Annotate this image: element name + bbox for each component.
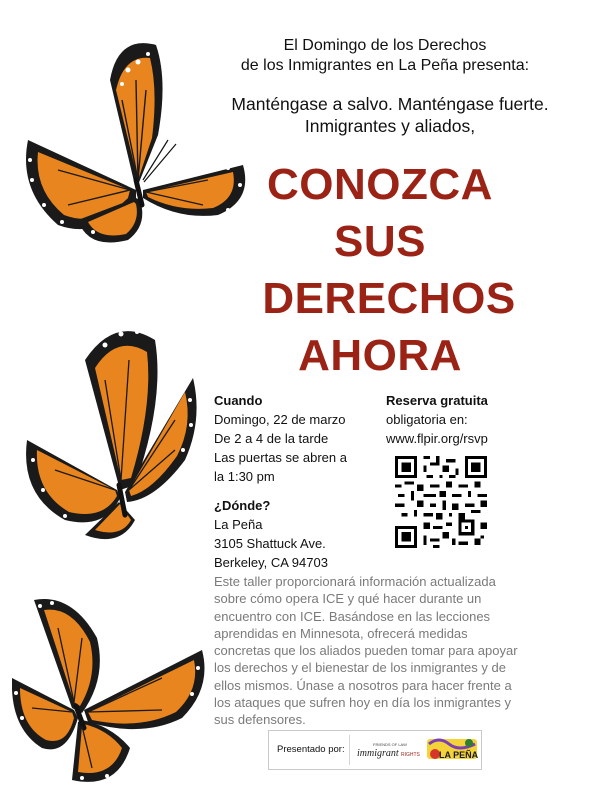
when-label: Cuando [214,393,263,408]
svg-text:LA PEÑA: LA PEÑA [439,750,479,760]
la-pena-logo [425,734,479,766]
svg-text:immigrant: immigrant [357,748,399,759]
when-date: Domingo, 22 de marzo [214,412,346,427]
monarch-butterfly-middle [25,320,200,545]
intro-line-2: de los Inmigrantes en La Peña presenta: [240,57,530,74]
tagline-line-2: Inmigrantes y aliados, [304,116,476,136]
when-doors-1: Las puertas se abren a [214,450,347,465]
where-street: 3105 Shattuck Ave. [214,536,326,551]
qr-code-icon[interactable] [395,456,487,548]
headline-line-2: SUS [334,217,426,266]
when-doors-2: la 1:30 pm [214,469,275,484]
presented-by-label: Presentado por: [277,744,345,755]
tagline [170,93,610,137]
where-venue: La Peña [214,517,263,532]
event-when [214,391,374,486]
monarch-butterfly-bottom [12,598,212,788]
presenters-divider [349,735,350,765]
intro-heading [200,36,570,76]
presenters-box [268,730,482,770]
immigrant-rights-logo [353,737,425,763]
headline-line-1: CONOZCA [267,160,493,209]
headline-line-4: AHORA [298,331,462,380]
headline [230,156,530,384]
rsvp-line-1: obligatoria en: [386,412,468,427]
workshop-description: Este taller proporcionará información actualizada sobre cómo opera ICE y qué hacer durante un encuentro con ICE. Basándose en las lecciones aprendidas en Minnesota, ofrecerá medidas concretas que los aliados pueden tomar para apoyar los derechos y el bienestar de los inmigrantes y de ellos mismos. Únase a nosotros para hacer frente a los ataques que sufren hoy en día los inmigrantes y sus defensores. [214,574,518,728]
rsvp-url[interactable]: www.flpir.org/rsvp [386,431,488,446]
tagline-line-1: Manténgase a salvo. Manténgase fuerte. [231,94,549,114]
intro-line-1: El Domingo de los Derechos [283,37,487,54]
when-time: De 2 a 4 de la tarde [214,431,329,446]
svg-text:FRIENDS OF LAW: FRIENDS OF LAW [373,742,407,747]
rsvp-label: Reserva gratuita [386,393,488,408]
event-where [214,496,374,572]
headline-line-3: DERECHOS [262,274,516,323]
rsvp-block [386,391,516,448]
where-label: ¿Dónde? [214,498,271,513]
svg-text:RIGHTS: RIGHTS [401,752,420,758]
where-city: Berkeley, CA 94703 [214,555,328,570]
